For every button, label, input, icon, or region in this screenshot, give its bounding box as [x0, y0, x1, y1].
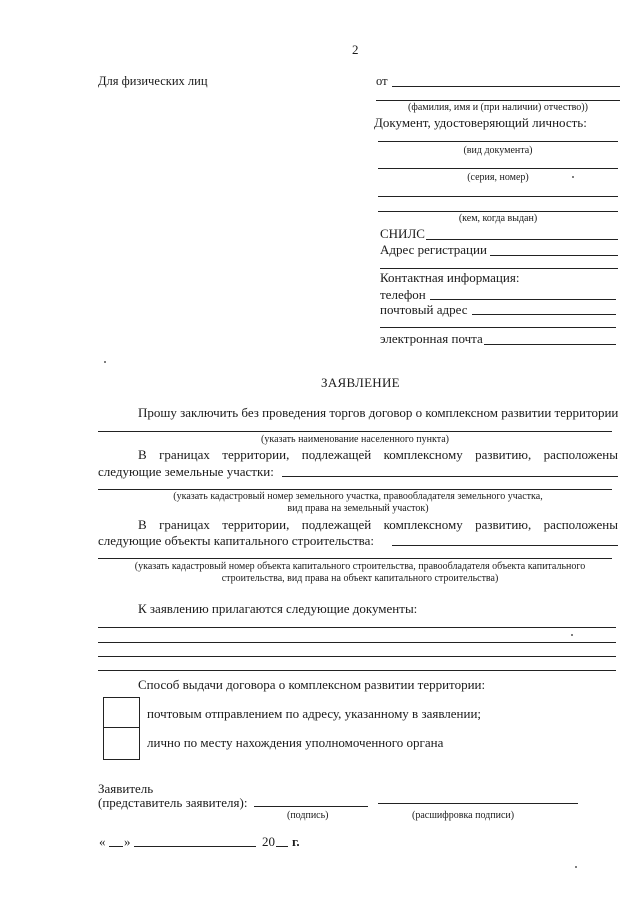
id-doc-label: Документ, удостоверяющий личность: — [374, 115, 587, 130]
land-line-2: следующие земельные участки: — [98, 464, 274, 479]
applicant-label: Заявитель — [98, 781, 154, 796]
from-field[interactable] — [392, 86, 620, 87]
issued-field-1[interactable] — [378, 196, 618, 197]
address-field-1[interactable] — [490, 255, 618, 256]
snils-field[interactable] — [426, 239, 618, 240]
attachments-label: К заявлению прилагаются следующие документы: — [138, 601, 418, 616]
postal-field-2[interactable] — [380, 327, 616, 328]
scan-speck — [571, 634, 573, 636]
capital-line-1 — [138, 517, 618, 533]
land-field-1[interactable] — [282, 476, 618, 477]
series-field[interactable] — [378, 168, 618, 169]
option-post-label: почтовым отправлением по адресу, указанному в заявлении; — [147, 706, 482, 721]
land-word: развитию, — [475, 447, 532, 462]
left-header: Для физических лиц — [98, 74, 208, 88]
address-label: Адрес регистрации — [380, 242, 487, 257]
land-word: границах — [159, 447, 210, 462]
date-year-field[interactable] — [276, 846, 288, 847]
hint-decryption: (расшифровка подписи) — [412, 810, 515, 821]
request-text: Прошу заключить без проведения торгов договор о комплексном развитии территории — [138, 405, 619, 420]
date-open-quote: « — [99, 834, 106, 849]
capital-line-2: следующие объекты капитального строительства: — [98, 533, 374, 548]
issued-field-2[interactable] — [378, 211, 618, 212]
attachments-field-1[interactable] — [98, 627, 616, 628]
doc-type-field[interactable] — [378, 141, 618, 142]
postal-label: почтовый адрес — [380, 302, 468, 317]
capital-word: расположены — [543, 517, 618, 532]
attachments-field-2[interactable] — [98, 642, 616, 643]
option-post-checkbox[interactable] — [103, 697, 140, 729]
land-word: территории, — [222, 447, 290, 462]
phone-field[interactable] — [430, 299, 616, 300]
scan-speck — [572, 176, 574, 178]
decryption-field[interactable] — [378, 803, 578, 804]
hint-capital-2: строительства, вид права на объект капитального строительства) — [221, 573, 499, 584]
hint-fio: (фамилия, имя и (при наличии) отчество)) — [408, 102, 588, 113]
land-word: комплексному — [383, 447, 463, 462]
hint-settlement: (указать наименование населенного пункта) — [261, 434, 449, 445]
fio-line-2[interactable] — [376, 100, 620, 101]
document-title: ЗАЯВЛЕНИЕ — [321, 375, 400, 390]
contact-label: Контактная информация: — [380, 270, 520, 285]
date-close-quote: » — [124, 834, 131, 849]
land-field-2[interactable] — [98, 489, 612, 490]
hint-land-1: (указать кадастровый номер земельного участка, правообладателя земельного участка, — [173, 491, 543, 502]
scan-speck — [575, 866, 577, 868]
hint-capital-1: (указать кадастровый номер объекта капитального строительства, правообладателя объекта капитального — [134, 561, 586, 572]
representative-label: (представитель заявителя): — [98, 795, 248, 810]
option-personal-checkbox[interactable] — [103, 727, 140, 760]
capital-word: комплексному — [383, 517, 463, 532]
from-label: от — [376, 74, 388, 88]
phone-label: телефон — [380, 287, 426, 302]
year-suffix: г. — [292, 834, 300, 849]
capital-word: территории, — [222, 517, 290, 532]
date-day-field[interactable] — [109, 846, 123, 847]
address-field-2[interactable] — [380, 268, 618, 269]
delivery-label: Способ выдачи договора о комплексном развитии территории: — [138, 677, 486, 692]
hint-series: (серия, номер) — [467, 172, 529, 183]
capital-field-2[interactable] — [98, 558, 612, 559]
capital-field-1[interactable] — [392, 545, 618, 546]
page-number: 2 — [352, 42, 359, 57]
capital-word: развитию, — [475, 517, 532, 532]
hint-signature: (подпись) — [287, 810, 329, 821]
hint-land-2: вид права на земельный участок) — [287, 503, 429, 514]
capital-word: подлежащей — [301, 517, 372, 532]
email-label: электронная почта — [380, 331, 483, 346]
snils-label: СНИЛС — [380, 226, 425, 241]
attachments-field-4[interactable] — [98, 670, 616, 671]
email-field[interactable] — [484, 344, 616, 345]
land-line-1 — [138, 447, 618, 463]
hint-issued: (кем, когда выдан) — [458, 213, 538, 224]
attachments-field-3[interactable] — [98, 656, 616, 657]
land-word: подлежащей — [301, 447, 372, 462]
scan-speck — [104, 361, 106, 363]
settlement-field[interactable] — [98, 431, 612, 432]
year-prefix: 20 — [262, 834, 275, 849]
capital-word: В — [138, 517, 147, 532]
postal-field-1[interactable] — [472, 314, 616, 315]
hint-doc-type: (вид документа) — [463, 145, 533, 156]
date-month-field[interactable] — [134, 846, 256, 847]
capital-word: границах — [159, 517, 210, 532]
option-personal-label: лично по месту нахождения уполномоченного органа — [147, 735, 444, 750]
land-word: расположены — [543, 447, 618, 462]
signature-field[interactable] — [254, 806, 368, 807]
land-word: В — [138, 447, 147, 462]
